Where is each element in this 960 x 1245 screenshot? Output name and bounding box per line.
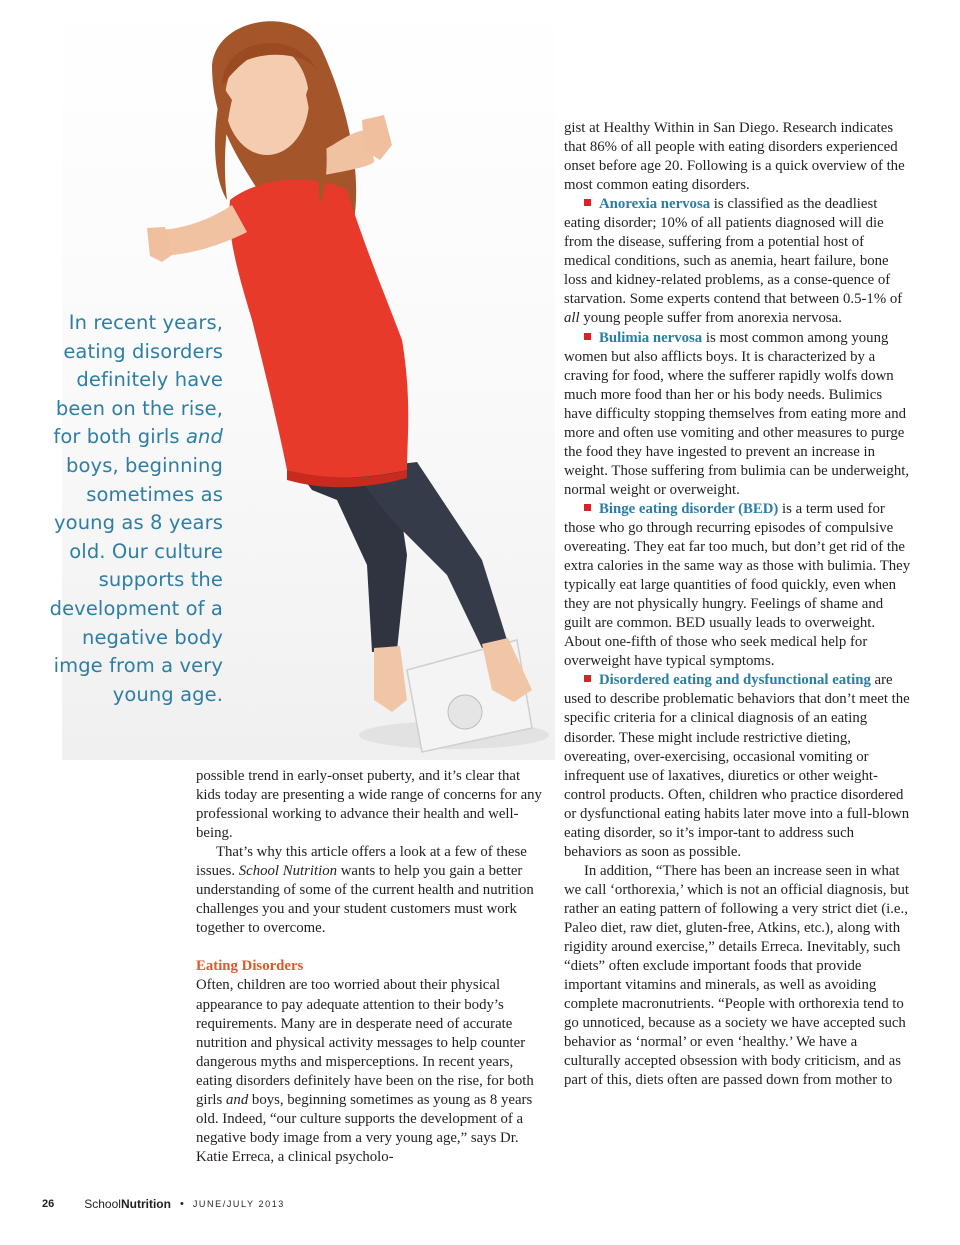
disorder-item <box>564 195 912 328</box>
pull-quote-line: development of a <box>49 596 223 620</box>
pull-quote <box>0 309 223 709</box>
disorder-term: Binge eating disorder (BED) <box>599 500 779 517</box>
pull-quote-line: been on the rise, <box>55 396 223 420</box>
pull-quote-line: negative body <box>81 625 223 649</box>
pull-quote-line: definitely have <box>76 368 223 392</box>
disorder-description: is a term used for those who go through recurring episodes of compulsive overeating. They eat far too much, but don’t get rid of the extra calories in the same way as those with bulimia. They typically eat large quantities of food quickly, even when they are not physically hungry. Feelings of shame and guilt are common. BED usually leads to overweight. About one-fifth of those who seek medical help for overweight have typical symptoms. <box>564 500 911 670</box>
magazine-name-bold: Nutrition <box>120 1197 171 1211</box>
section-heading: Eating Disorders <box>196 958 304 975</box>
pull-quote-line: In recent years, <box>68 311 223 334</box>
issue-date: JUNE/JULY 2013 <box>192 1199 285 1209</box>
disorder-term: Anorexia nervosa <box>599 196 711 213</box>
pull-quote-line: old. Our culture <box>69 539 223 563</box>
disorder-item <box>564 329 912 500</box>
emphasis-text: all <box>564 310 580 327</box>
left-text-column <box>196 767 548 1167</box>
pull-quote-line: sometimes as <box>86 482 223 506</box>
square-bullet-icon <box>584 675 591 682</box>
body-paragraph <box>196 843 548 938</box>
footer-separator: • <box>179 1198 184 1210</box>
body-text: Often, children are too worried about their physical appearance to pay adequate attention to their body’s requirements. Many are in desperate need of accurate nutrition and physical activity messages to help counter dangerous myths and misperceptions. In recent years, eating disorders definitely have been on the rise, for both girls <box>196 977 534 1108</box>
pull-quote-line: supports the <box>98 568 223 592</box>
disorder-item <box>564 500 912 671</box>
page-number: 26 <box>42 1198 55 1210</box>
disorder-description: are used to describe problematic behaviors that don’t meet the specific criteria for a clinical diagnosis of an eating disorder. These might include restrictive dieting, overeating, over-exercising, occasional vomiting or infrequent use of laxatives, diuretics or other weight-control products. Often, children who practice disordered or dysfunctional eating habits later move into a full-blown eating disorder, so it’s impor-tant to address such behaviors as soon as possible. <box>564 672 910 860</box>
body-paragraph <box>196 976 548 1166</box>
pull-quote-emphasis: and <box>186 425 223 449</box>
disorder-term: Bulimia nervosa <box>599 329 703 346</box>
body-paragraph: In addition, “There has been an increase seen in what we call ‘orthorexia,’ which is not an official diagnosis, but rather an eating pattern of following a very strict diet (i.e., Paleo diet, raw diet, gluten-free, Atkins, etc.), along with rigidity around exercise,” details Erreca. Inevitably, such “diets” often exclude important foods that provide important vitamins and minerals, as well as avoiding complete macronutrients. “People with orthorexia tend to go unnoticed, because as a society we have accepted such behavior as ‘normal’ or even ‘healthy.’ We have a culturally accepted obsession with body criticism, and as part of this, diets often are passed down from mother to <box>564 862 910 1089</box>
pull-quote-line: young as 8 years <box>54 511 223 535</box>
disorder-item <box>564 671 912 861</box>
square-bullet-icon <box>584 504 591 511</box>
disorder-term: Disordered eating and dysfunctional eating <box>599 672 871 689</box>
page-footer <box>42 1197 285 1211</box>
pull-quote-line: imge from a very <box>53 654 223 678</box>
disorder-description: is classified as the deadliest eating disorder; 10% of all patients diagnosed will die from the disease, suffering from a potential host of medical conditions, such as anemia, heart failure, bone loss and kidney-related problems, as a conse-quence of starvation. Some experts contend that between 0.5-1% of <box>564 196 903 308</box>
paragraph-gap <box>196 938 548 957</box>
disorder-description: young people suffer from anorexia nervosa. <box>579 310 842 327</box>
body-paragraph: possible trend in early-onset puberty, and it’s clear that kids today are presenting a wide range of concerns for any professional working to advance their health and well-being. <box>196 768 542 842</box>
body-text: wants to help you gain a better understanding of some of the current health and nutrition challenges you and your student customers must work together to overcome. <box>196 863 534 937</box>
body-text: boys, beginning sometimes as young as 8 years old. Indeed, “our culture supports the development of a negative body image from a very young age,” says Dr. Katie Erreca, a clinical psycholo- <box>196 1091 533 1165</box>
magazine-title-italic: School Nutrition <box>238 863 338 880</box>
disorder-description: is most common among young women but also afflicts boys. It is characterized by a craving for food, where the sufferer rapidly wolfs down much more food than her or his body needs. Bulimics have difficulty stopping themselves from eating more and more and often use vomiting and other measures to purge the food they have ingested to prevent an increase in weight. Those suffering from bulimia can be underweight, normal weight or overweight. <box>564 329 910 498</box>
body-text: That’s why this article offers a look at a few of these issues. <box>196 844 527 880</box>
pull-quote-line: eating disorders <box>63 339 223 363</box>
pull-quote-line: boys, beginning <box>66 453 223 477</box>
square-bullet-icon <box>584 199 591 206</box>
square-bullet-icon <box>584 333 591 340</box>
body-paragraph: gist at Healthy Within in San Diego. Research indicates that 86% of all people with eating disorders experienced onset before age 20. Following is a quick overview of the most common eating disorders. <box>564 120 905 194</box>
pull-quote-line: for both girls <box>53 425 186 449</box>
pull-quote-line: young age. <box>112 682 223 706</box>
emphasis-text: and <box>226 1091 249 1108</box>
right-text-column <box>564 119 912 1090</box>
magazine-name: School <box>84 1197 121 1211</box>
